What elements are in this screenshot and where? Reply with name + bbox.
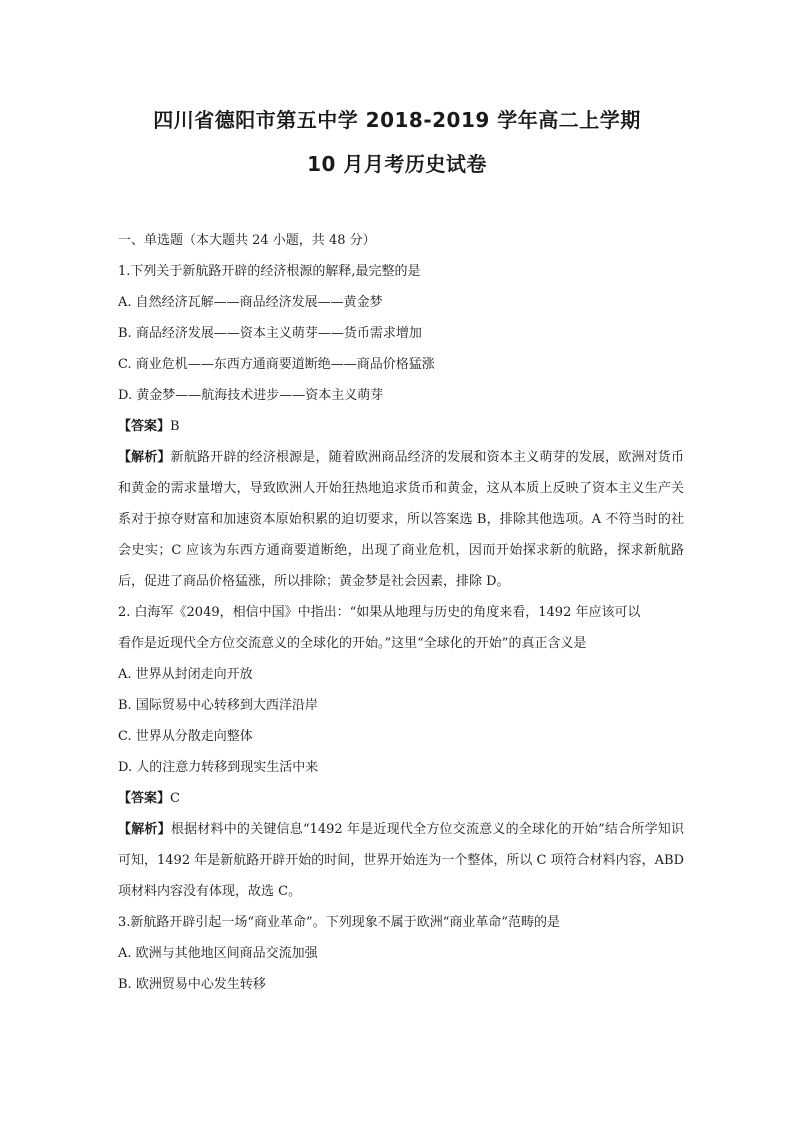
option-b: B. 商品经济发展——资本主义萌芽——货币需求增加 bbox=[118, 326, 422, 341]
option-a: A. 世界从封闭走向开放 bbox=[118, 667, 253, 682]
analysis-text: 新航路开辟的经济根源是，随着欧洲商品经济的发展和资本主义萌芽的发展，欧洲对货币和黄金的需求量增大，导致欧洲人开始狂热地追求货币和黄金，这从本质上反映了资本主义生产关系对于掠夺财富和加速资本原始积累的迫切要求，所以答案选 B，排除其他选项。A 不符当时的社会史实；C 应该为东西方通商要道断绝，出现了商业危机，因而开始探求新的航路，探求新航路后，促进了商品价格猛涨，所以排除；黄金梦是社会因素，排除 D。 bbox=[118, 450, 684, 589]
question-1 bbox=[118, 256, 684, 597]
exam-content bbox=[118, 225, 684, 1000]
question-stem: 3.新航路开辟引起一场“商业革命”。下列现象不属于欧洲“商业革命”范畴的是 bbox=[118, 915, 560, 930]
page-subtitle: 10 月月考历史试卷 bbox=[307, 152, 487, 176]
option-b: B. 国际贸易中心转移到大西洋沿岸 bbox=[118, 698, 318, 713]
question-stem: 1.下列关于新航路开辟的经济根源的解释,最完整的是 bbox=[118, 264, 421, 279]
answer-value: B bbox=[170, 419, 180, 434]
question-stem: 2. 白海军《2049，相信中国》中指出：“如果从地理与历史的角度来看，1492 年应该可以 bbox=[118, 605, 641, 620]
answer-value: C bbox=[170, 791, 180, 806]
option-d: D. 黄金梦——航海技术进步——资本主义萌芽 bbox=[118, 388, 384, 403]
option-c: C. 商业危机——东西方通商要道断绝——商品价格猛涨 bbox=[118, 357, 435, 372]
answer-line bbox=[118, 783, 684, 814]
option-a: A. 自然经济瓦解——商品经济发展——黄金梦 bbox=[118, 295, 383, 310]
option-b: B. 欧洲贸易中心发生转移 bbox=[118, 977, 266, 992]
analysis-tag: 【解析】 bbox=[118, 822, 171, 837]
analysis-paragraph bbox=[118, 814, 684, 907]
question-2 bbox=[118, 597, 684, 907]
option-d: D. 人的注意力转移到现实生活中来 bbox=[118, 760, 319, 775]
page-title: 四川省德阳市第五中学 2018-2019 学年高二上学期 bbox=[153, 108, 641, 132]
answer-tag: 【答案】 bbox=[118, 791, 171, 806]
answer-line bbox=[118, 411, 684, 442]
question-stem-continued: 看作是近现代全方位交流意义的全球化的开始。”这里“全球化的开始”的真正含义是 bbox=[118, 636, 587, 651]
analysis-text: 根据材料中的关键信息“1492 年是近现代全方位交流意义的全球化的开始”结合所学知识可知，1492 年是新航路开辟开始的时间，世界开始连为一个整体，所以 C 项符合材料内容，ABD 项材料内容没有体现，故选 C。 bbox=[118, 822, 684, 899]
analysis-tag: 【解析】 bbox=[118, 450, 171, 465]
answer-tag: 【答案】 bbox=[118, 419, 171, 434]
section-header: 一、单选题（本大题共 24 小题，共 48 分） bbox=[118, 233, 376, 248]
option-c: C. 世界从分散走向整体 bbox=[118, 729, 253, 744]
analysis-paragraph bbox=[118, 442, 684, 597]
option-a: A. 欧洲与其他地区间商品交流加强 bbox=[118, 946, 318, 961]
question-3 bbox=[118, 907, 684, 1000]
